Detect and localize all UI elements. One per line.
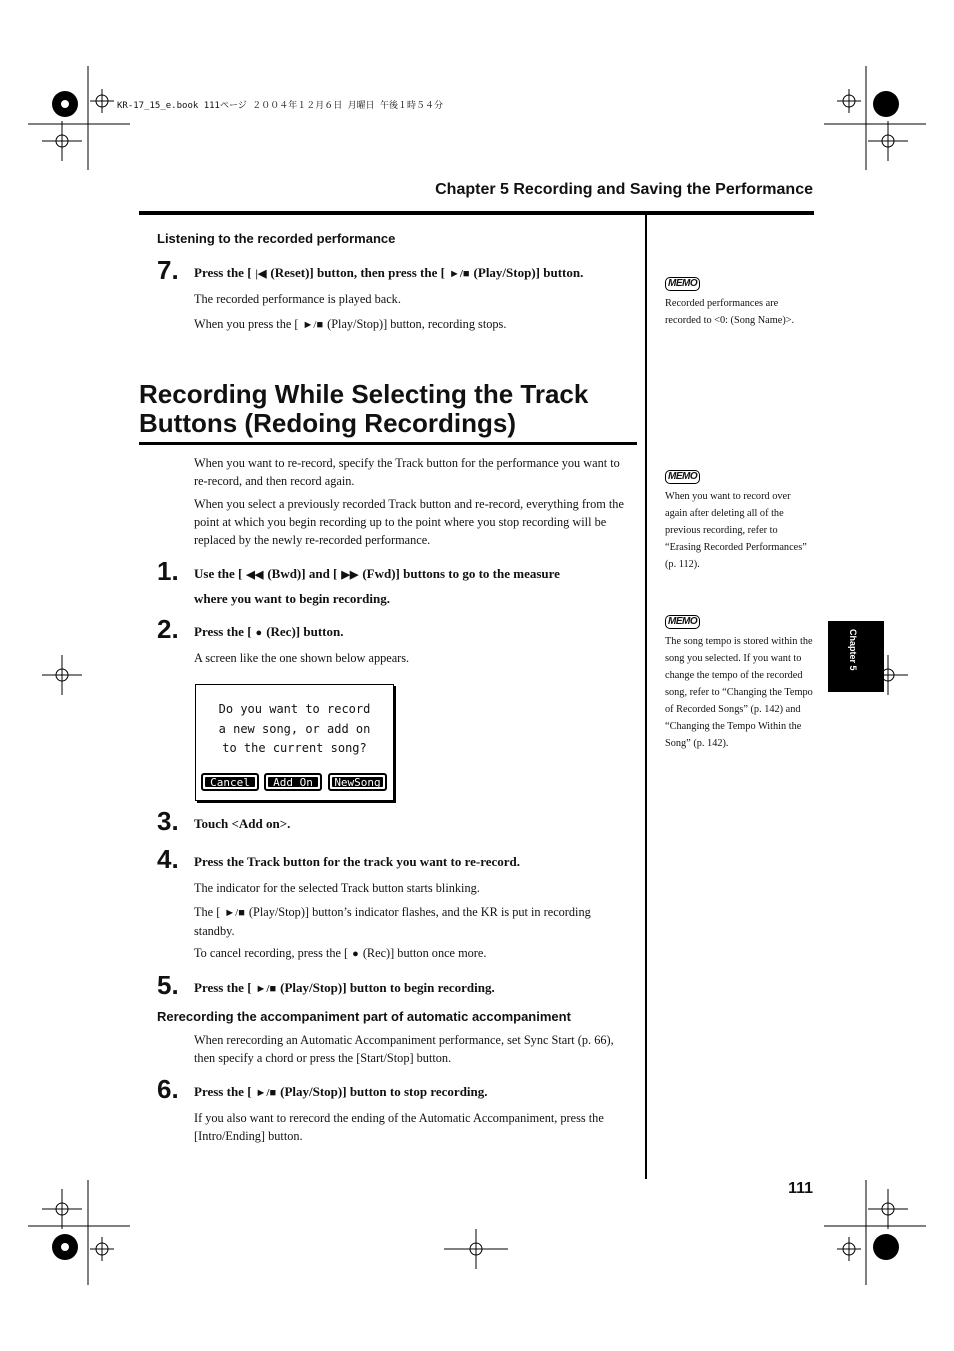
step-1-number: 1. <box>157 556 179 586</box>
memo-1-text: Recorded performances are recorded to <0: (Song Name)>. <box>665 298 795 326</box>
lcd-screen <box>195 684 394 801</box>
accompaniment-heading: Rerecording the accompaniment part of automatic accompaniment <box>157 1009 571 1024</box>
memo-icon: MEMO <box>665 277 700 291</box>
reset-icon: |◀ <box>255 268 267 280</box>
lcd-new-song-button[interactable]: NewSong <box>328 773 387 791</box>
memo-3-text: The song tempo is stored within the song you selected. If you want to change the tempo of the recorded song, refer to “Changing the Tempo of Recorded Songs” (p. 142) and “Changing the Tempo Within the Song” (p. 142). <box>665 636 813 749</box>
chapter-tab-label: Chapter 5 <box>848 629 858 671</box>
listening-para-2: When you press the [ ►/■ (Play/Stop)] button, recording stops. <box>194 315 630 334</box>
chapter-header: Chapter 5 Recording and Saving the Performance <box>435 181 813 198</box>
lcd-line-1: Do you want to record <box>218 702 371 716</box>
section-title: Recording While Selecting the Track Buttons (Redoing Recordings) <box>139 379 589 438</box>
play-stop-icon: ►/■ <box>255 983 277 995</box>
listening-para-1: The recorded performance is played back. <box>194 292 401 306</box>
intro-para-1: When you want to re-record, specify the Track button for the performance you want to re-record, and then record again. <box>194 456 620 488</box>
lcd-cancel-button[interactable]: Cancel <box>201 773 259 791</box>
column-divider <box>645 215 647 1179</box>
step-2-text: Press the [ ● (Rec)] button. <box>194 620 343 645</box>
bwd-icon: ◀◀ <box>246 569 264 581</box>
step-4-para-1: The indicator for the selected Track button starts blinking. <box>194 881 480 895</box>
memo-1 <box>665 273 813 329</box>
rec-icon: ● <box>255 627 263 639</box>
print-header: KR-17_15_e.book 111ページ ２００４年１２月６日 月曜日 午後１時５４分 <box>117 101 444 111</box>
memo-2-text: When you want to record over again after deleting all of the previous recording, refer to “Erasing Recorded Performances” (p. 112). <box>665 491 807 570</box>
accompaniment-para: When rerecording an Automatic Accompaniment performance, set Sync Start (p. 66), then specify a chord or press the [Start/Stop] button. <box>194 1033 614 1065</box>
step-6-para: If you also want to rerecord the ending of the Automatic Accompaniment, press the [Intro/Ending] button. <box>194 1111 604 1143</box>
intro-para-2: When you select a previously recorded Track button and re-record, everything from the point at which you begin recording up to the point where you stop recording will be replaced by the newly re-recorded performance. <box>194 497 624 547</box>
step-3-number: 3. <box>157 806 179 836</box>
step-2-para: A screen like the one shown below appears. <box>194 651 410 665</box>
chapter-tab <box>828 621 884 692</box>
play-stop-icon: ►/■ <box>302 319 324 331</box>
memo-icon: MEMO <box>665 615 700 629</box>
step-4-number: 4. <box>157 844 179 874</box>
section-title-rule <box>139 442 637 445</box>
page-number: 111 <box>788 1180 813 1197</box>
step-1-text: Use the [ ◀◀ (Bwd)] and [ ▶▶ (Fwd)] buttons to go to the measure where you want to begin recording. <box>194 566 560 606</box>
lcd-line-3: to the current song? <box>222 741 367 755</box>
memo-3 <box>665 611 813 752</box>
step-4-text: Press the Track button for the track you want to re-record. <box>194 854 521 869</box>
step-7-text: Press the [ |◀ (Reset)] button, then press the [ ►/■ (Play/Stop)] button. <box>194 261 583 286</box>
fwd-icon: ▶▶ <box>341 569 359 581</box>
lcd-line-2: a new song, or add on <box>218 722 371 736</box>
step-6-number: 6. <box>157 1074 179 1104</box>
rec-icon: ● <box>352 948 359 960</box>
lcd-add-on-button[interactable]: Add On <box>264 773 322 791</box>
listening-heading: Listening to the recorded performance <box>157 231 396 246</box>
step-2-number: 2. <box>157 614 179 644</box>
step-3-text: Touch <Add on>. <box>194 816 291 831</box>
memo-2 <box>665 466 813 573</box>
header-rule <box>139 211 814 215</box>
step-7-number: 7. <box>157 255 179 285</box>
step-6-text: Press the [ ►/■ (Play/Stop)] button to stop recording. <box>194 1080 488 1105</box>
play-stop-icon: ►/■ <box>448 268 470 280</box>
play-stop-icon: ►/■ <box>224 907 245 919</box>
step-4-para-3: To cancel recording, press the [ ● (Rec)] button once more. <box>194 944 630 963</box>
play-stop-icon: ►/■ <box>255 1087 277 1099</box>
memo-icon: MEMO <box>665 470 700 484</box>
step-4-para-2: The [ ►/■ (Play/Stop)] button’s indicator flashes, and the KR is put in recording standby. <box>194 905 591 938</box>
step-5-text: Press the [ ►/■ (Play/Stop)] button to begin recording. <box>194 976 495 1001</box>
step-5-number: 5. <box>157 970 179 1000</box>
